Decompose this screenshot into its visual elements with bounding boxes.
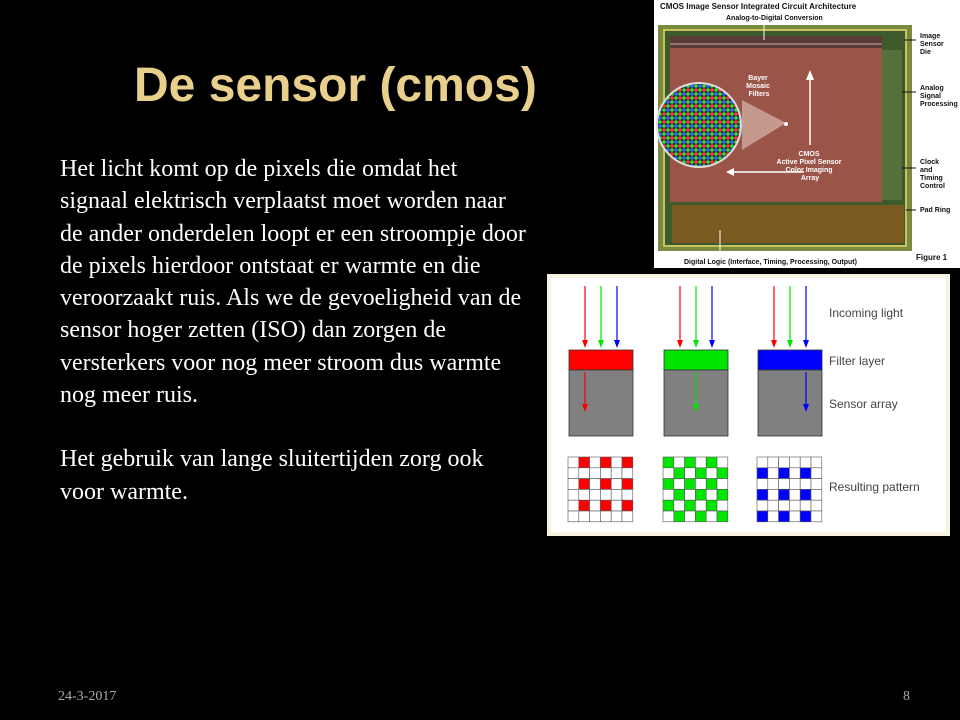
pattern-cell	[622, 489, 633, 500]
die-line-3: Die	[920, 49, 931, 56]
die-line-2: Sensor	[920, 41, 944, 48]
clock-line-4: Control	[920, 183, 945, 190]
pattern-cell	[768, 479, 779, 490]
clock-line-2: and	[920, 167, 933, 174]
pattern-cell	[768, 489, 779, 500]
pattern-cell	[789, 489, 800, 500]
pattern-cell	[779, 468, 790, 479]
pattern-cell	[663, 500, 674, 511]
pattern-cell	[811, 468, 822, 479]
pattern-cell	[579, 468, 590, 479]
clock-line-3: Timing	[920, 175, 943, 182]
pattern-cell	[674, 479, 685, 490]
pattern-cell	[685, 489, 696, 500]
pattern-cell	[789, 468, 800, 479]
pattern-cell	[717, 500, 728, 511]
pattern-cell	[600, 468, 611, 479]
slide-body	[60, 153, 530, 508]
pattern-cell	[706, 511, 717, 522]
bayer-line-1: Bayer	[748, 75, 768, 82]
pattern-cell	[717, 479, 728, 490]
pattern-cell	[579, 511, 590, 522]
pattern-cell	[611, 489, 622, 500]
pattern-cell	[611, 500, 622, 511]
sensor-array-label: Sensor array	[829, 397, 898, 411]
aps-line-4: Array	[800, 175, 820, 182]
pattern-cell	[811, 479, 822, 490]
pattern-cell	[685, 500, 696, 511]
pattern-cell	[768, 468, 779, 479]
pattern-cell	[663, 479, 674, 490]
pattern-cell	[568, 511, 579, 522]
pattern-cell	[757, 468, 768, 479]
aps-line-1: CMOS	[798, 151, 820, 158]
analog-line-2: Signal	[920, 93, 942, 100]
pattern-cell	[811, 457, 822, 468]
pattern-cell	[600, 500, 611, 511]
cmos-heading: CMOS Image Sensor Integrated Circuit Architecture	[660, 2, 857, 11]
pattern-cell	[800, 500, 811, 511]
pattern-cell	[800, 468, 811, 479]
pattern-cell	[757, 500, 768, 511]
pattern-cell	[611, 479, 622, 490]
analog-line-3: Processing	[920, 101, 958, 108]
body-paragraph-2: Het gebruik van lange sluitertijden zorg ook voor warmte.	[60, 446, 484, 505]
pattern-cell	[757, 457, 768, 468]
pattern-cell	[622, 457, 633, 468]
pattern-cell	[674, 489, 685, 500]
analog-line-1: Analog	[920, 85, 944, 92]
bayer-label	[746, 75, 772, 98]
pattern-cell	[663, 457, 674, 468]
die-line-1: Image	[920, 33, 941, 40]
pattern-cell	[611, 457, 622, 468]
pattern-cell	[706, 489, 717, 500]
clock-line-1: Clock	[920, 159, 940, 166]
pattern-cell	[590, 500, 601, 511]
pattern-cell	[779, 500, 790, 511]
pattern-cell	[768, 457, 779, 468]
pattern-cell	[568, 457, 579, 468]
pattern-cell	[717, 489, 728, 500]
pattern-cell	[579, 489, 590, 500]
pattern-cell	[622, 500, 633, 511]
pattern-cell	[811, 500, 822, 511]
pattern-cell	[695, 500, 706, 511]
pattern-cell	[590, 468, 601, 479]
pattern-cell	[779, 489, 790, 500]
pattern-cell	[789, 457, 800, 468]
pattern-cell	[579, 457, 590, 468]
pattern-cell	[674, 511, 685, 522]
pattern-cell	[685, 479, 696, 490]
pattern-cell	[600, 489, 611, 500]
pattern-cell	[600, 511, 611, 522]
bayer-line-3: Filters	[748, 91, 770, 98]
pattern-cell	[685, 468, 696, 479]
pattern-cell	[579, 479, 590, 490]
figure-caption: Figure 1	[916, 253, 948, 262]
pattern-cell	[568, 468, 579, 479]
pattern-cell	[717, 457, 728, 468]
pattern-cell	[695, 489, 706, 500]
filter-layer-block	[758, 350, 822, 370]
pattern-cell	[590, 479, 601, 490]
digital-logic-label: Digital Logic (Interface, Timing, Processing, Output)	[684, 259, 857, 266]
pattern-cell	[622, 479, 633, 490]
sensor-array-block	[758, 370, 822, 436]
filter-layer-block	[569, 350, 633, 370]
pattern-cell	[706, 500, 717, 511]
pattern-cell	[800, 489, 811, 500]
page-number: 8	[903, 689, 910, 704]
pattern-cell	[674, 468, 685, 479]
filter-layer-block	[664, 350, 728, 370]
pattern-cell	[674, 457, 685, 468]
pattern-cell	[789, 511, 800, 522]
pattern-cell	[600, 479, 611, 490]
pattern-cell	[757, 479, 768, 490]
pattern-cell	[590, 457, 601, 468]
pattern-cell	[706, 457, 717, 468]
pattern-cell	[611, 468, 622, 479]
bayer-line-2: Mosaic	[746, 83, 770, 90]
incoming-light-label: Incoming light	[829, 306, 904, 320]
aps-line-2: Active Pixel Sensor	[776, 159, 842, 166]
pattern-cell	[568, 500, 579, 511]
pattern-cell	[695, 479, 706, 490]
pattern-cell	[779, 511, 790, 522]
pattern-cell	[811, 489, 822, 500]
pattern-cell	[800, 479, 811, 490]
pattern-cell	[674, 500, 685, 511]
filter-layer-label: Filter layer	[829, 354, 886, 368]
pattern-cell	[590, 511, 601, 522]
pattern-cell	[568, 489, 579, 500]
pattern-cell	[695, 468, 706, 479]
sensor-array-block	[569, 370, 633, 436]
filter-layer-figure	[547, 274, 950, 536]
pattern-cell	[568, 479, 579, 490]
pattern-cell	[768, 511, 779, 522]
pattern-cell	[779, 457, 790, 468]
pattern-cell	[685, 511, 696, 522]
pattern-cell	[695, 457, 706, 468]
pattern-cell	[663, 489, 674, 500]
pad-ring-label: Pad Ring	[920, 207, 951, 214]
pattern-cell	[757, 511, 768, 522]
pattern-cell	[800, 457, 811, 468]
pattern-cell	[611, 511, 622, 522]
pattern-cell	[717, 468, 728, 479]
pattern-cell	[622, 468, 633, 479]
pattern-cell	[706, 468, 717, 479]
footer-date: 24-3-2017	[58, 689, 117, 704]
pattern-cell	[590, 489, 601, 500]
pattern-cell	[685, 457, 696, 468]
pattern-cell	[717, 511, 728, 522]
pattern-cell	[768, 500, 779, 511]
pattern-cell	[800, 511, 811, 522]
pattern-cell	[663, 511, 674, 522]
pattern-cell	[600, 457, 611, 468]
pattern-cell	[579, 500, 590, 511]
pattern-cell	[695, 511, 706, 522]
pattern-cell	[663, 468, 674, 479]
resulting-pattern-label: Resulting pattern	[829, 480, 920, 494]
aps-line-3: Color Imaging	[785, 167, 833, 174]
adc-label: Analog-to-Digital Conversion	[726, 15, 823, 22]
body-paragraph-1: Het licht komt op de pixels die omdat het signaal elektrisch verplaatst moet worden naar de ander onderdelen loopt er een stroompje door de pixels hierdoor ontstaat er warmte en die veroorzaakt ruis. Als we de gevoeligheid van de sensor hoger zetten (ISO) dan zorgen de versterkers voor nog meer stroom dus warmte nog meer ruis.	[60, 156, 526, 409]
pattern-cell	[789, 479, 800, 490]
pattern-cell	[622, 511, 633, 522]
pattern-cell	[706, 479, 717, 490]
cmos-architecture-figure	[654, 0, 960, 268]
pattern-cell	[779, 479, 790, 490]
pattern-cell	[789, 500, 800, 511]
pattern-cell	[811, 511, 822, 522]
slide-title: De sensor (cmos)	[134, 59, 537, 112]
pattern-cell	[757, 489, 768, 500]
